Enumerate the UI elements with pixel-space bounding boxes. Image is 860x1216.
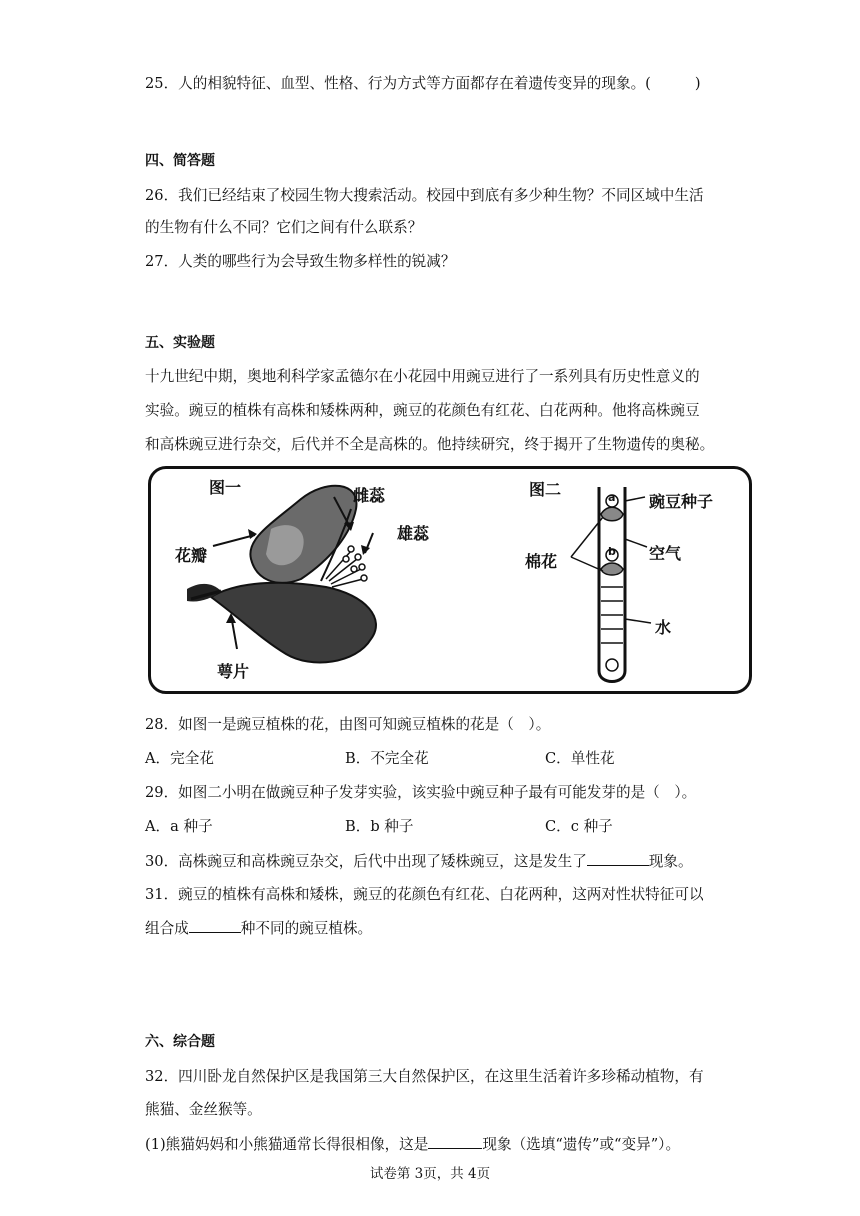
question-31-line-1: 31．豌豆的植株有高株和矮株，豌豆的花颜色有红花、白花两种，这两对性状特征可以 [145, 886, 704, 903]
test-tube-illustration [571, 487, 651, 682]
question-32-sub-1 [145, 1134, 680, 1155]
answer-blank[interactable] [587, 851, 649, 866]
question-32-line-2: 熊猫、金丝猴等。 [145, 1101, 262, 1118]
question-26-line-1: 26．我们已经结束了校园生物大搜索活动。校园中到底有多少种生物？不同区域中生活 [145, 187, 704, 204]
label-cotton: 棉花 [525, 552, 558, 571]
q29-option-c[interactable]: C．c 种子 [545, 818, 613, 835]
mark-b: b [608, 545, 616, 558]
label-petal: 花瓣 [175, 546, 208, 565]
page-footer: 试卷第 3页，共 4页 [369, 1166, 491, 1182]
question-30-text: 30．高株豌豆和高株豌豆杂交，后代中出现了矮株豌豆，这是发生了 [145, 853, 587, 870]
question-31-prefix: 组合成 [145, 920, 189, 937]
label-stamen: 雄蕊 [397, 524, 430, 543]
label-pistil: 雌蕊 [353, 486, 386, 505]
answer-blank[interactable] [428, 1134, 482, 1149]
q28-option-a[interactable]: A．完全花 [145, 750, 214, 767]
q29-option-a[interactable]: A．a 种子 [145, 818, 213, 835]
question-32-sub-1-suffix: 现象（选填“遗传”或“变异”）。 [482, 1136, 681, 1153]
question-26-line-2: 的生物有什么不同？它们之间有什么联系？ [145, 219, 423, 236]
question-25-text: 25．人的相貌特征、血型、性格、行为方式等方面都存在着遗传变异的现象。( [145, 75, 651, 92]
answer-blank[interactable] [189, 918, 241, 933]
question-31-line-2 [145, 918, 372, 939]
pea-flower-illustration [187, 486, 376, 663]
question-29: 29．如图二小明在做豌豆种子发芽实验，该实验中豌豆种子最有可能发芽的是（ ）。 [145, 784, 697, 801]
q29-option-b[interactable]: B．b 种子 [345, 818, 414, 835]
question-32-line-1: 32．四川卧龙自然保护区是我国第三大自然保护区，在这里生活着许多珍稀动植物，有 [145, 1068, 704, 1085]
label-air: 空气 [649, 544, 682, 563]
intro-line-2: 实验。豌豆的植株有高株和矮株两种，豌豆的花颜色有红花、白花两种。他将高株豌豆 [145, 402, 700, 419]
q28-option-b[interactable]: B．不完全花 [345, 750, 429, 767]
intro-line-1: 十九世纪中期，奥地利科学家孟德尔在小花园中用豌豆进行了一系列具有历史性意义的 [145, 368, 700, 385]
mark-a: a [608, 491, 616, 504]
experiment-figure [148, 466, 752, 694]
label-water: 水 [655, 618, 672, 637]
question-32-sub-1-prefix: (1)熊猫妈妈和小熊猫通常长得很相像，这是 [145, 1136, 429, 1153]
intro-line-3: 和高株豌豆进行杂交，后代并不全是高株的。他持续研究，终于揭开了生物遗传的奥秘。 [145, 436, 715, 453]
question-30-suffix: 现象。 [648, 853, 693, 870]
figure-2-title: 图二 [529, 480, 562, 499]
question-31-suffix: 种不同的豌豆植株。 [240, 920, 373, 937]
label-pea-seed: 豌豆种子 [649, 492, 714, 511]
figure-1-title: 图一 [209, 478, 242, 497]
label-sepal: 萼片 [217, 662, 250, 681]
section-4-title: 四、简答题 [145, 153, 215, 169]
section-5-title: 五、实验题 [145, 335, 215, 351]
question-30 [145, 851, 693, 872]
question-25 [145, 74, 701, 94]
question-28: 28．如图一是豌豆植株的花，由图可知豌豆植株的花是（ ）。 [145, 716, 551, 733]
q28-option-c[interactable]: C．单性花 [545, 750, 615, 767]
section-6-title: 六、综合题 [145, 1034, 215, 1050]
question-25-close: ) [694, 75, 701, 92]
question-27: 27．人类的哪些行为会导致生物多样性的锐减？ [145, 253, 456, 270]
